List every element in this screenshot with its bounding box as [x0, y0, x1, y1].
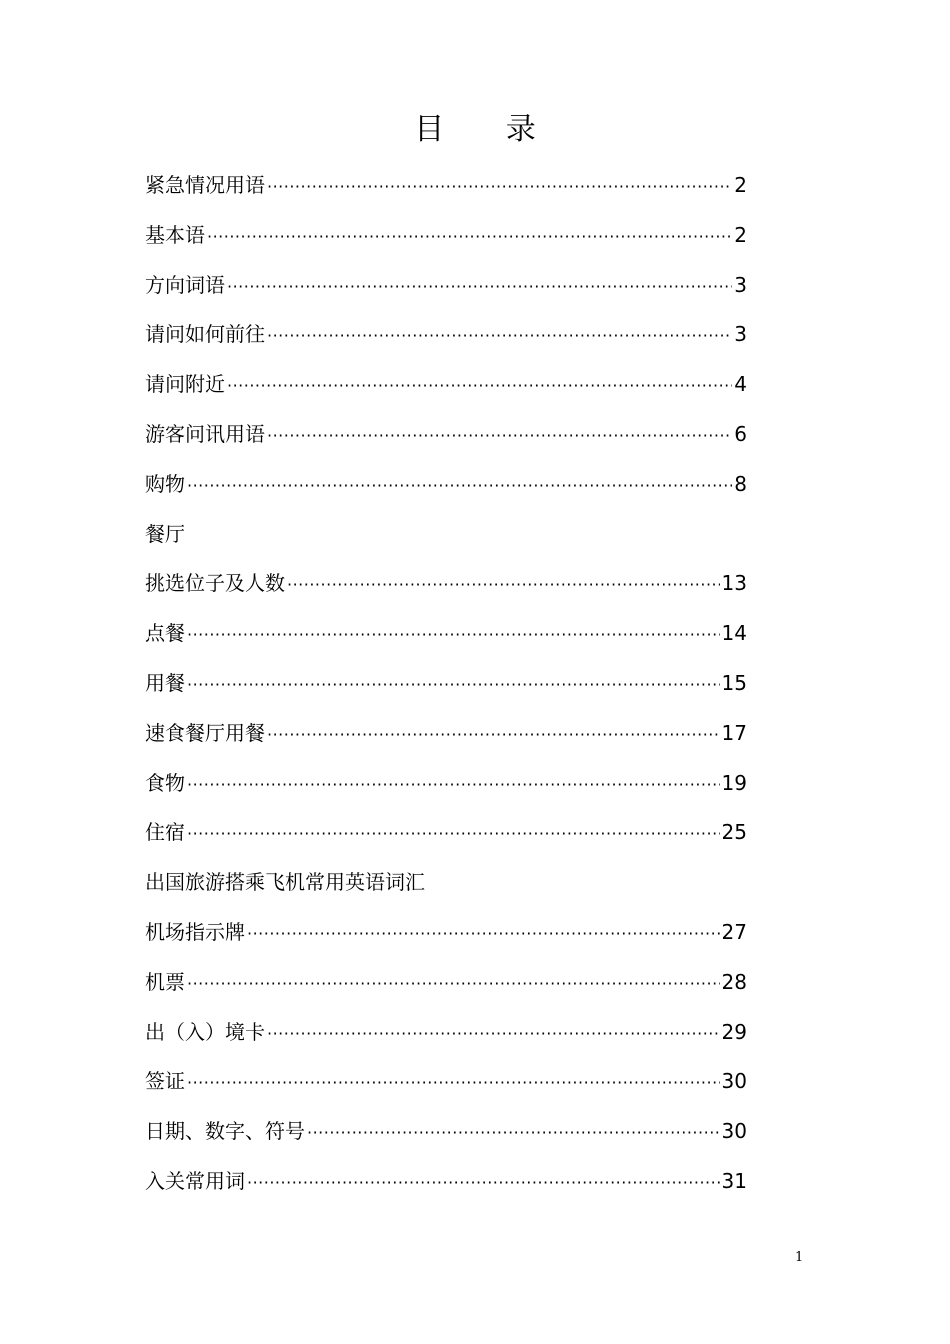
- toc-entry[interactable]: [145, 957, 747, 1007]
- dot-leader: [267, 311, 732, 361]
- toc-entry[interactable]: [145, 758, 747, 808]
- toc-entry-label: 速食餐厅用餐: [145, 720, 265, 745]
- toc-entry-label: 机场指示牌: [145, 919, 245, 944]
- toc-entry-page: 25: [721, 820, 747, 845]
- toc-entry-label: 住宿: [145, 820, 185, 845]
- dot-leader: [187, 760, 720, 810]
- toc-entry-page: 8: [734, 471, 747, 496]
- toc-entry-label: 挑选位子及人数: [145, 571, 285, 596]
- toc-entry[interactable]: [145, 907, 747, 957]
- toc-entry-page: 19: [721, 770, 747, 795]
- toc-entry-page: 2: [734, 222, 747, 247]
- toc-entry-label: 出国旅游搭乘飞机常用英语词汇: [145, 870, 425, 895]
- toc-section-heading[interactable]: [145, 857, 747, 907]
- toc-entry-page: 6: [734, 421, 747, 446]
- toc-entry[interactable]: [145, 558, 747, 608]
- toc-entry[interactable]: [145, 658, 747, 708]
- page-number: 1: [795, 1250, 804, 1265]
- toc-entry-page: 27: [721, 919, 747, 944]
- toc-entry-page: 30: [721, 1069, 747, 1094]
- toc-entry-label: 签证: [145, 1069, 185, 1094]
- dot-leader: [187, 809, 720, 859]
- toc-entry-page: 17: [721, 720, 747, 745]
- toc-entry[interactable]: [145, 1106, 747, 1156]
- toc-entry[interactable]: [145, 210, 747, 260]
- toc-entry[interactable]: [145, 359, 747, 409]
- dot-leader: [187, 660, 720, 710]
- dot-leader: [227, 262, 732, 312]
- toc-entry-page: 3: [734, 322, 747, 347]
- toc-entry-page: 30: [721, 1119, 747, 1144]
- toc-entry[interactable]: [145, 409, 747, 459]
- toc-entry[interactable]: [145, 1156, 747, 1206]
- toc-entry-label: 紧急情况用语: [145, 173, 265, 197]
- toc-section-heading[interactable]: [145, 509, 747, 559]
- toc-entry-page: 14: [721, 621, 747, 646]
- toc-entry-page: 28: [721, 969, 747, 994]
- dot-leader: [287, 560, 720, 610]
- dot-leader: [247, 909, 720, 959]
- toc-entry-page: 13: [721, 571, 747, 596]
- toc-entry-label: 请问附近: [145, 372, 225, 397]
- toc-entry-label: 游客问讯用语: [145, 421, 265, 446]
- toc-entry[interactable]: [145, 608, 747, 658]
- toc-entry[interactable]: [145, 807, 747, 857]
- dot-leader: [207, 212, 732, 262]
- dot-leader: [307, 1108, 720, 1158]
- dot-leader: [267, 1009, 720, 1059]
- dot-leader: [187, 959, 720, 1009]
- toc-entry-label: 购物: [145, 471, 185, 496]
- toc-entry[interactable]: [145, 708, 747, 758]
- toc-entry-label: 用餐: [145, 670, 185, 695]
- toc-entry-page: 29: [721, 1019, 747, 1044]
- dot-leader: [227, 361, 732, 411]
- toc-entry-label: 点餐: [145, 621, 185, 646]
- toc-entry-page: 2: [734, 173, 747, 197]
- toc-entry-label: 入关常用词: [145, 1168, 245, 1193]
- toc-entry-page: 4: [734, 372, 747, 397]
- toc-entry-label: 出（入）境卡: [145, 1019, 265, 1044]
- toc-entry-page: 3: [734, 272, 747, 297]
- toc-entry-label: 基本语: [145, 222, 205, 247]
- toc-entry[interactable]: [145, 309, 747, 359]
- dot-leader: [267, 411, 732, 461]
- dot-leader: [267, 162, 732, 212]
- toc-entry-label: 餐厅: [145, 521, 185, 546]
- toc-entry[interactable]: [145, 1056, 747, 1106]
- toc-entry[interactable]: [145, 160, 747, 210]
- toc-entry-label: 机票: [145, 969, 185, 994]
- toc-entry-label: 食物: [145, 770, 185, 795]
- toc-entry-page: 15: [721, 670, 747, 695]
- toc-entry[interactable]: [145, 1007, 747, 1057]
- dot-leader: [187, 610, 720, 660]
- toc-entry-label: 方向词语: [145, 272, 225, 297]
- toc-entry-page: 31: [721, 1168, 747, 1193]
- toc-entry-label: 请问如何前往: [145, 322, 265, 347]
- toc-title: 目 录: [414, 112, 562, 147]
- dot-leader: [267, 710, 720, 760]
- dot-leader: [187, 1058, 720, 1108]
- toc-entry[interactable]: [145, 260, 747, 310]
- toc-entry[interactable]: [145, 459, 747, 509]
- dot-leader: [247, 1158, 720, 1208]
- dot-leader: [187, 461, 732, 511]
- toc-list: [145, 160, 747, 1206]
- toc-entry-label: 日期、数字、符号: [145, 1119, 305, 1144]
